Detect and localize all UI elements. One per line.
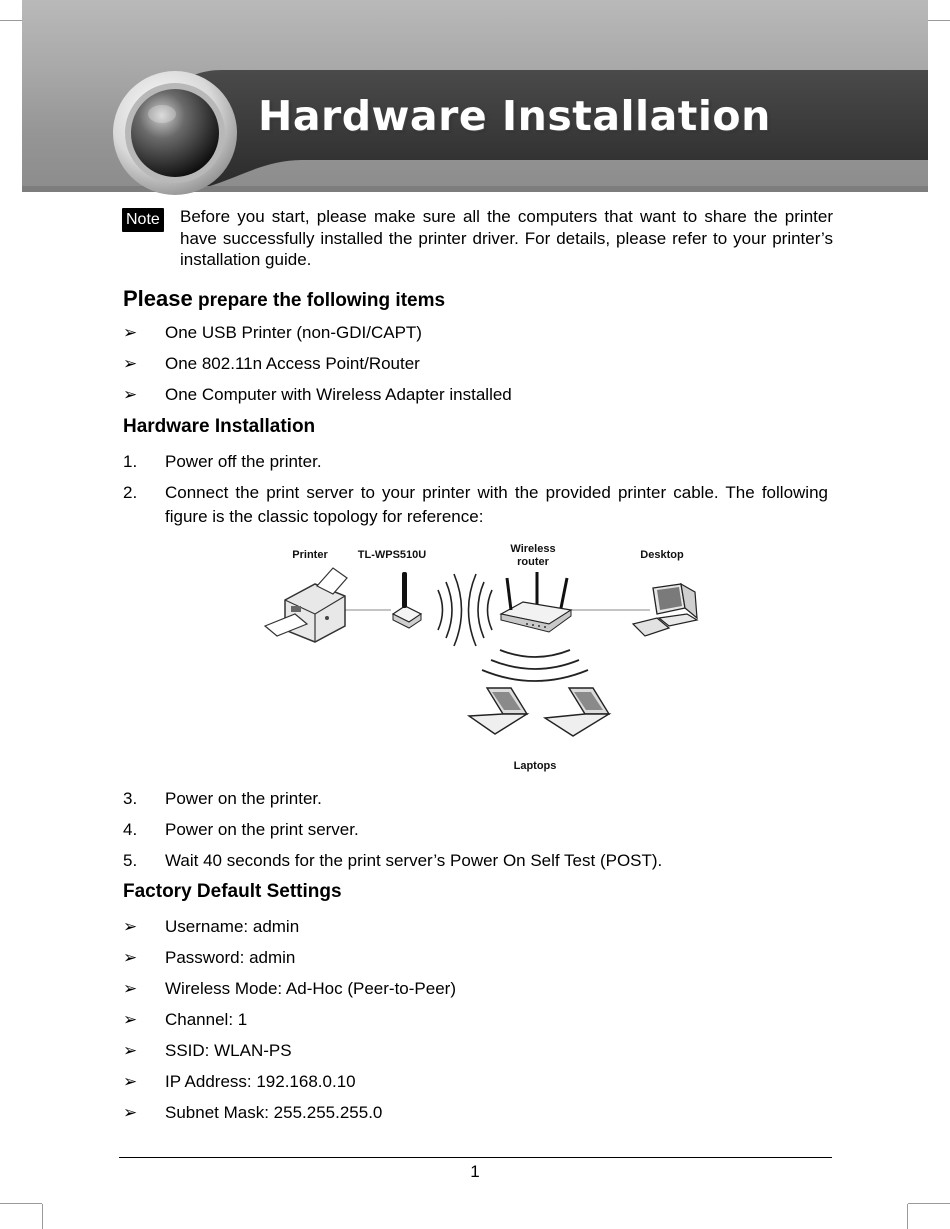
step-number: 1. [123, 452, 138, 471]
print-server-label: TL-WPS510U [357, 549, 427, 561]
step-text: Power on the print server. [165, 820, 359, 839]
bullet-arrow-icon: ➢ [123, 1103, 138, 1122]
step-text: Connect the print server to your printer with the provided printer cable. The following figure is the classic topology for reference: [165, 483, 828, 526]
list-item-text: Username: admin [165, 917, 300, 936]
wireless-waves-icon [438, 574, 492, 646]
crop-mark [0, 1203, 42, 1204]
list-item-text: One USB Printer (non-GDI/CAPT) [165, 323, 422, 342]
topology-figure [255, 538, 715, 778]
bullet-arrow-icon: ➢ [123, 385, 138, 404]
page-title: Hardware Installation [258, 92, 771, 140]
printer-label: Printer [292, 549, 328, 561]
list-item-text: One Computer with Wireless Adapter installed [165, 385, 512, 404]
step-text: Power off the printer. [165, 452, 322, 471]
laptops-label: Laptops [513, 760, 557, 772]
step-text: Wait 40 seconds for the print server’s Power On Self Test (POST). [165, 851, 663, 870]
defaults-heading: Factory Default Settings [123, 881, 342, 902]
crop-mark [42, 1204, 43, 1229]
step-number: 4. [123, 820, 138, 839]
footer-rule [119, 1157, 832, 1158]
step-number: 2. [123, 483, 138, 502]
prepare-heading [123, 286, 445, 312]
printer-icon [265, 568, 347, 642]
page-number: 1 [470, 1162, 480, 1181]
desktop-label: Desktop [640, 549, 684, 561]
bullet-arrow-icon: ➢ [123, 1041, 138, 1060]
bullet-arrow-icon: ➢ [123, 948, 138, 967]
laptop-icon [469, 688, 527, 734]
prepare-heading-lead: Please [123, 286, 193, 311]
router-label-line1: Wireless [510, 543, 556, 555]
list-item-text: IP Address: 192.168.0.10 [165, 1072, 356, 1091]
bullet-arrow-icon: ➢ [123, 979, 138, 998]
list-item-text: One 802.11n Access Point/Router [165, 354, 420, 373]
router-icon [501, 572, 571, 632]
bullet-arrow-icon: ➢ [123, 323, 138, 342]
prepare-heading-rest: prepare the following items [192, 290, 446, 311]
bullet-arrow-icon: ➢ [123, 1072, 138, 1091]
step-text: Power on the printer. [165, 789, 322, 808]
note-text: Before you start, please make sure all the computers that want to share the printer have successfully installed the printer driver. For details, please refer to your printer’s installation guide. [180, 207, 833, 269]
crop-mark [908, 1203, 950, 1204]
list-item-text: SSID: WLAN-PS [165, 1041, 292, 1060]
list-item-text: Channel: 1 [165, 1010, 248, 1029]
wireless-waves-down-icon [482, 650, 588, 681]
note-badge: Note [122, 208, 164, 232]
list-item-text: Wireless Mode: Ad-Hoc (Peer-to-Peer) [165, 979, 456, 998]
sphere-logo-icon [112, 70, 238, 196]
bullet-arrow-icon: ➢ [123, 1010, 138, 1029]
step-number: 5. [123, 851, 138, 870]
list-item-text: Password: admin [165, 948, 296, 967]
bullet-arrow-icon: ➢ [123, 917, 138, 936]
list-item-text: Subnet Mask: 255.255.255.0 [165, 1103, 383, 1122]
hardware-heading: Hardware Installation [123, 416, 316, 437]
crop-mark [907, 1204, 908, 1229]
router-label-line2: router [517, 556, 549, 568]
step-number: 3. [123, 789, 138, 808]
laptop-icon [545, 688, 609, 736]
bullet-arrow-icon: ➢ [123, 354, 138, 373]
print-server-icon [393, 572, 421, 628]
